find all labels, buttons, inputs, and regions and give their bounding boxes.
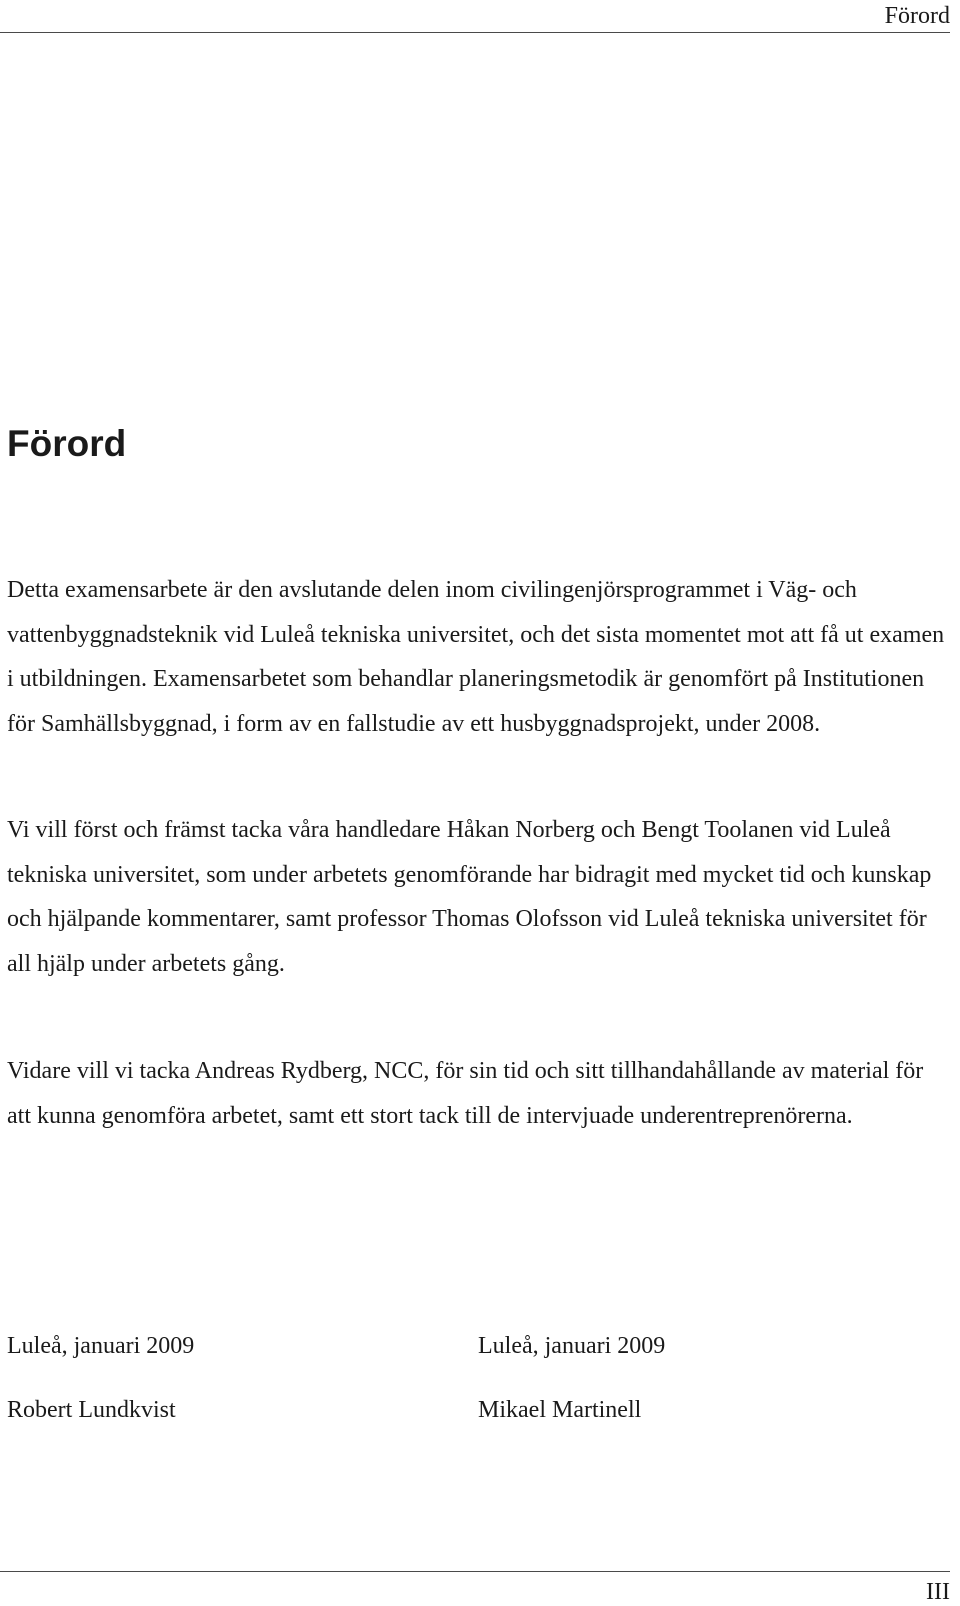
paragraph-intro: Detta examensarbete är den avslutande delen inom civilingenjörsprogrammet i Väg- och vattenbyggnadsteknik vid Luleå tekniska universitet, och det sista momentet mot att få ut examen i utbildningen. Examensarbetet som behandlar planeringsmetodik är genomfört på Institutionen för Samhällsbyggnad, i form av en fallstudie av ett husbyggnadsprojekt, under 2008. xyxy=(7,577,945,737)
signature-name: Mikael Martinell xyxy=(478,1397,642,1423)
page-title: Förord xyxy=(7,423,127,464)
signature-block-right xyxy=(478,1330,665,1426)
paragraph-acknowledgements: Vi vill först och främst tacka våra handledare Håkan Norberg och Bengt Toolanen vid Luleå tekniska universitet, som under arbetets genomförande har bidragit med mycket tid och kunskap och hjälpande kommentarer, samt professor Thomas Olofsson vid Luleå tekniska universitet för all hjälp under arbetets gång. xyxy=(7,817,932,977)
footer-rule xyxy=(0,1571,950,1572)
header-rule xyxy=(0,32,950,33)
signature-place-date: Luleå, januari 2009 xyxy=(478,1333,666,1359)
page-number: III xyxy=(926,1579,950,1605)
signature-place-date: Luleå, januari 2009 xyxy=(7,1333,195,1359)
signature-block-left xyxy=(7,1330,194,1426)
paragraph-further-thanks: Vidare vill vi tacka Andreas Rydberg, NCC, för sin tid och sitt tillhandahållande av material för att kunna genomföra arbetet, samt ett stort tack till de intervjuade underentreprenörerna. xyxy=(7,1058,924,1129)
running-header: Förord xyxy=(884,3,950,29)
signature-name: Robert Lundkvist xyxy=(7,1397,176,1423)
